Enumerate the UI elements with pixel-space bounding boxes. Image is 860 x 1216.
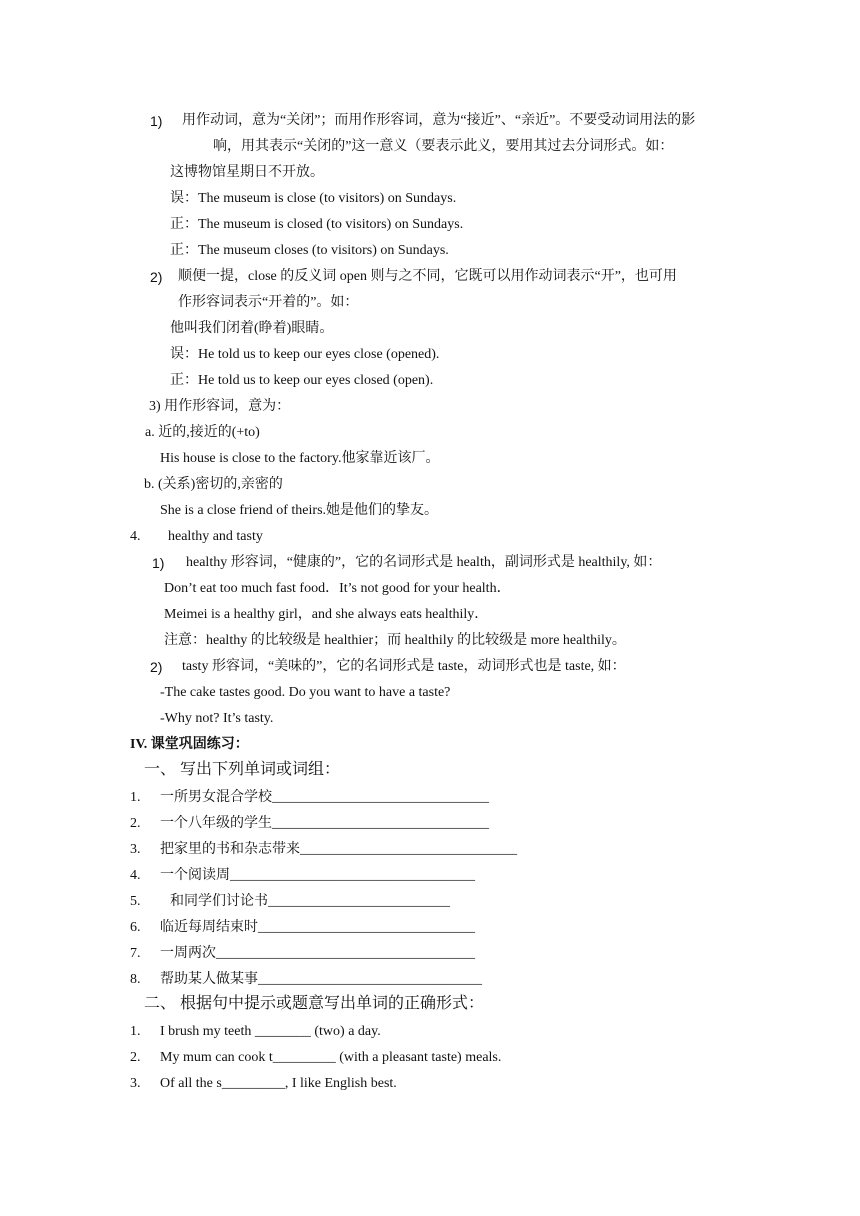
- item-number: 4.: [130, 529, 141, 544]
- section-heading: IV. 课堂巩固练习：: [130, 737, 249, 752]
- exercise-number: 6.: [130, 920, 141, 935]
- exercise-item: Of all the s_________, I like English best.: [160, 1076, 397, 1091]
- exercise-item: 把家里的书和杂志带来_______________________________: [160, 842, 517, 857]
- exercise-item: 一所男女混合学校_______________________________: [160, 790, 489, 805]
- subsection-heading: 3) 用作形容词，意为：: [149, 399, 291, 414]
- exercise-number: 4.: [130, 868, 141, 883]
- sense-label: b. (关系)密切的,亲密的: [144, 477, 283, 492]
- paragraph-line: 顺便一提，close 的反义词 open 则与之不同，它既可以用作动词表示“开”，也可用: [178, 269, 677, 284]
- paragraph-line: tasty 形容词，“美味的”，它的名词形式是 taste，动词形式也是 taste, 如：: [182, 659, 626, 674]
- exercise-item: 一个八年级的学生_______________________________: [160, 816, 489, 831]
- exercise-item: 和同学们讨论书__________________________: [170, 894, 450, 909]
- example-sentence: 这博物馆星期日不开放。: [170, 165, 324, 180]
- exercise-number: 1.: [130, 1024, 141, 1039]
- exercise-number: 5.: [130, 894, 141, 909]
- example-right: 正：The museum closes (to visitors) on Sundays.: [170, 243, 449, 258]
- exercise-number: 7.: [130, 946, 141, 961]
- example-sentence: His house is close to the factory.他家靠近该厂。: [160, 451, 440, 466]
- item-number: 2): [150, 269, 163, 285]
- item-title: healthy and tasty: [168, 529, 263, 544]
- item-number: 1): [150, 113, 163, 129]
- example-sentence: -The cake tastes good. Do you want to have a taste?: [160, 685, 451, 700]
- exercise-item: 一周两次_____________________________________: [160, 946, 475, 961]
- exercise-number: 8.: [130, 972, 141, 987]
- exercise-number: 2.: [130, 816, 141, 831]
- exercise-number: 1.: [130, 790, 141, 805]
- exercise-title: 一、 写出下列单词或词组：: [144, 761, 341, 778]
- item-number: 1): [152, 555, 165, 571]
- paragraph-line: 响，用其表示“关闭的”这一意义（要表示此义，要用其过去分词形式。如：: [213, 139, 674, 154]
- paragraph-line: 用作动词，意为“关闭”；而用作形容词，意为“接近”、“亲近”。不要受动词用法的影: [182, 113, 696, 128]
- exercise-number: 3.: [130, 1076, 141, 1091]
- example-sentence: -Why not? It’s tasty.: [160, 711, 274, 726]
- exercise-item: 帮助某人做某事________________________________: [160, 972, 482, 987]
- sense-label: a. 近的,接近的(+to): [145, 425, 260, 440]
- item-number: 2): [150, 659, 163, 675]
- exercise-title: 二、 根据句中提示或题意写出单词的正确形式：: [144, 995, 485, 1012]
- example-sentence: Meimei is a healthy girl，and she always eats healthily．: [164, 607, 489, 622]
- example-wrong: 误：He told us to keep our eyes close (opened).: [170, 347, 440, 362]
- example-wrong: 误：The museum is close (to visitors) on Sundays.: [170, 191, 457, 206]
- example-sentence: 他叫我们闭着(睁着)眼睛。: [170, 321, 334, 336]
- example-sentence: She is a close friend of theirs.她是他们的挚友。: [160, 503, 439, 518]
- exercise-item: I brush my teeth ________ (two) a day.: [160, 1024, 381, 1039]
- exercise-number: 2.: [130, 1050, 141, 1065]
- exercise-item: My mum can cook t_________ (with a pleasant taste) meals.: [160, 1050, 502, 1065]
- exercise-item: 一个阅读周___________________________________: [160, 868, 475, 883]
- exercise-number: 3.: [130, 842, 141, 857]
- exercise-item: 临近每周结束时_______________________________: [160, 920, 475, 935]
- example-right: 正：He told us to keep our eyes closed (open).: [170, 373, 434, 388]
- example-right: 正：The museum is closed (to visitors) on Sundays.: [170, 217, 464, 232]
- note: 注意：healthy 的比较级是 healthier；而 healthily 的比较级是 more healthily。: [164, 633, 626, 648]
- example-sentence: Don’t eat too much fast food．It’s not good for your health．: [164, 581, 511, 596]
- paragraph-line: healthy 形容词，“健康的”，它的名词形式是 health，副词形式是 healthily, 如：: [186, 555, 662, 570]
- paragraph-line: 作形容词表示“开着的”。如：: [178, 295, 359, 310]
